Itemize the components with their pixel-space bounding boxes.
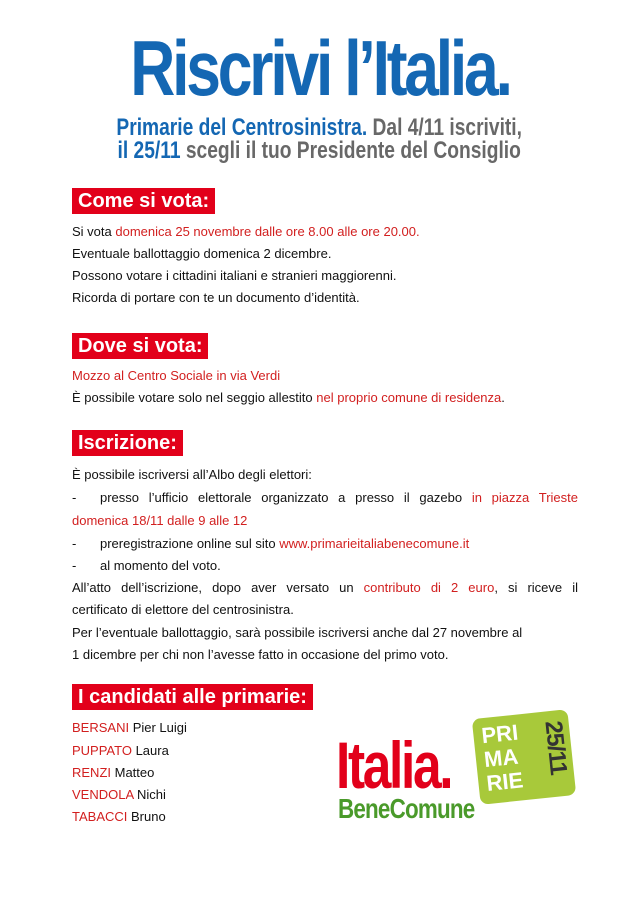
dove-line-2-a: È possibile votare solo nel seggio allestito [72,390,317,405]
dove-line-2 [72,390,505,406]
iscr-bullet-1 [100,490,578,506]
come-line-1 [72,224,420,240]
iscr-website: www.primarieitaliabenecomune.it [279,536,470,551]
subtitle-iscriviti: Dal 4/11 iscriviti, [367,114,522,141]
subtitle-primarie: Primarie del Centrosinistra. [116,114,368,141]
bullet-dash: - [72,536,77,551]
badge-date: 25/11 [539,719,572,776]
come-si-vota-heading: Come si vota: [72,188,215,214]
candidate-surname: RENZI [72,765,111,780]
iscr-bullet-2-a: preregistrazione online sul sito [100,536,280,551]
iscr-para-1-d: certificato di elettore del centrosinistra. [72,602,294,617]
candidate-item [72,720,187,736]
badge-text-rie: RIE [485,767,525,796]
iscr-para-1-a: All’atto dell’iscrizione, dopo aver versato un [72,580,364,595]
dove-si-vota-heading: Dove si vota: [72,333,208,359]
iscr-para-3: 1 dicembre per chi non l’avesse fatto in occasione del primo voto. [72,647,449,662]
iscr-bullet-1-date: domenica 18/11 dalle 9 alle 12 [72,513,248,528]
candidate-name: Laura [131,743,169,758]
italia-benecomune-logo [336,714,576,830]
candidate-surname: BERSANI [72,720,130,735]
logo-italia-text: Italia. [336,728,452,802]
dove-line-2-c: . [501,390,505,405]
candidate-item [72,743,169,759]
iscr-bullet-2 [100,536,469,552]
iscr-line-1: È possibile iscriversi all’Albo degli elettori: [72,467,312,482]
come-line-1-a: Si vota [72,224,116,239]
candidate-surname: VENDOLA [72,787,134,802]
dove-line-2-residenza: nel proprio comune di residenza [316,390,502,405]
candidate-item [72,787,166,803]
come-line-4: Ricorda di portare con te un documento d’identità. [72,290,360,305]
candidati-heading: I candidati alle primarie: [72,684,313,710]
come-line-2: Eventuale ballottaggio domenica 2 dicembre. [72,246,332,261]
badge-text-ma: MA [482,743,520,773]
candidate-name: Pier Luigi [129,720,187,735]
come-line-1-date: domenica 25 novembre dalle ore 8.00 alle ore 20.00. [115,224,420,239]
subtitle-line-2 [64,138,575,164]
logo-benecomune-text: BeneComune [338,793,475,824]
iscr-para-2: Per l’eventuale ballottaggio, sarà possibile iscriversi anche dal 27 novembre al [72,625,523,640]
candidate-name: Matteo [111,765,155,780]
primarie-badge [472,709,576,805]
iscrizione-heading: Iscrizione: [72,430,183,456]
page-title: Riscrivi l’Italia. [130,24,510,112]
iscr-contributo: contributo di 2 euro [363,580,495,595]
candidate-surname: TABACCI [72,809,128,824]
primarie-badge-text [480,719,543,796]
iscr-bullet-3: al momento del voto. [100,558,221,573]
candidate-item [72,765,154,781]
iscr-bullet-1-piazza: in piazza Trieste [471,490,579,505]
bullet-dash: - [72,558,77,573]
candidate-item [72,809,166,825]
dove-location: Mozzo al Centro Sociale in via Verdi [72,368,281,383]
subtitle-scegli: scegli il tuo Presidente del Consiglio [180,137,521,164]
iscr-para-1-c: , si riceve il [494,580,578,595]
candidate-name: Nichi [133,787,166,802]
candidate-name: Bruno [127,809,166,824]
iscr-para-1 [72,580,578,596]
subtitle-date: il 25/11 [117,137,181,164]
badge-text-pri: PRI [480,719,520,749]
iscr-bullet-1-a: presso l’ufficio elettorale organizzato a presso il gazebo [100,490,472,505]
come-line-3: Possono votare i cittadini italiani e stranieri maggiorenni. [72,268,397,283]
candidate-surname: PUPPATO [72,743,132,758]
bullet-dash: - [72,490,77,505]
